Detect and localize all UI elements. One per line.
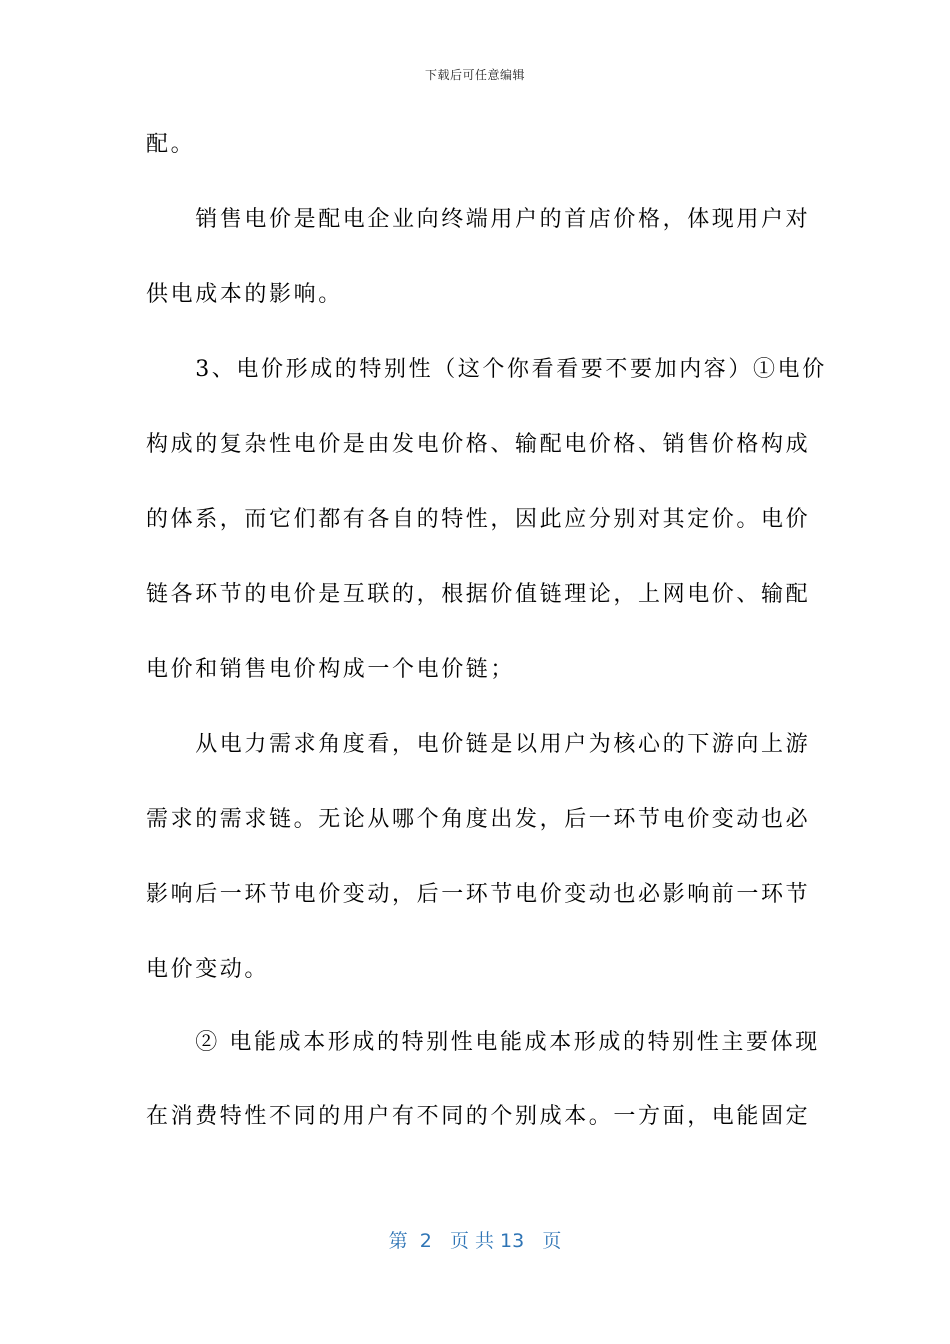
text-line: 链各环节的电价是互联的，根据价值链理论，上网电价、输配 xyxy=(146,582,811,607)
text-line: ② 电能成本形成的特别性电能成本形成的特别性主要体现 xyxy=(146,1030,820,1055)
text-line: 需求的需求链。无论从哪个角度出发，后一环节电价变动也必 xyxy=(146,807,811,832)
page-header: 下载后可任意编辑 xyxy=(424,68,525,82)
text-line: 电价和销售电价构成一个电价链； xyxy=(146,657,516,682)
text-line: 在消费特性不同的用户有不同的个别成本。一方面，电能固定 xyxy=(146,1104,811,1129)
text-line: 供电成本的影响。 xyxy=(146,282,343,307)
text-line: 的体系，而它们都有各自的特性，因此应分别对其定价。电价 xyxy=(146,507,811,532)
text-line: 销售电价是配电企业向终端用户的首店价格，体现用户对 xyxy=(146,207,811,232)
page-number-footer: 第 2 页 共 13 页 xyxy=(388,1230,562,1252)
text-line: 从电力需求角度看，电价链是以用户为核心的下游向上游 xyxy=(146,732,811,757)
text-line: 构成的复杂性电价是由发电价格、输配电价格、销售价格构成 xyxy=(146,432,811,457)
text-line: 影响后一环节电价变动，后一环节电价变动也必影响前一环节 xyxy=(146,882,811,907)
text-line: 电价变动。 xyxy=(146,957,270,982)
text-line: 3、电价形成的特别性（这个你看看要不要加内容）①电价 xyxy=(146,357,827,382)
text-line: 配。 xyxy=(146,132,196,157)
